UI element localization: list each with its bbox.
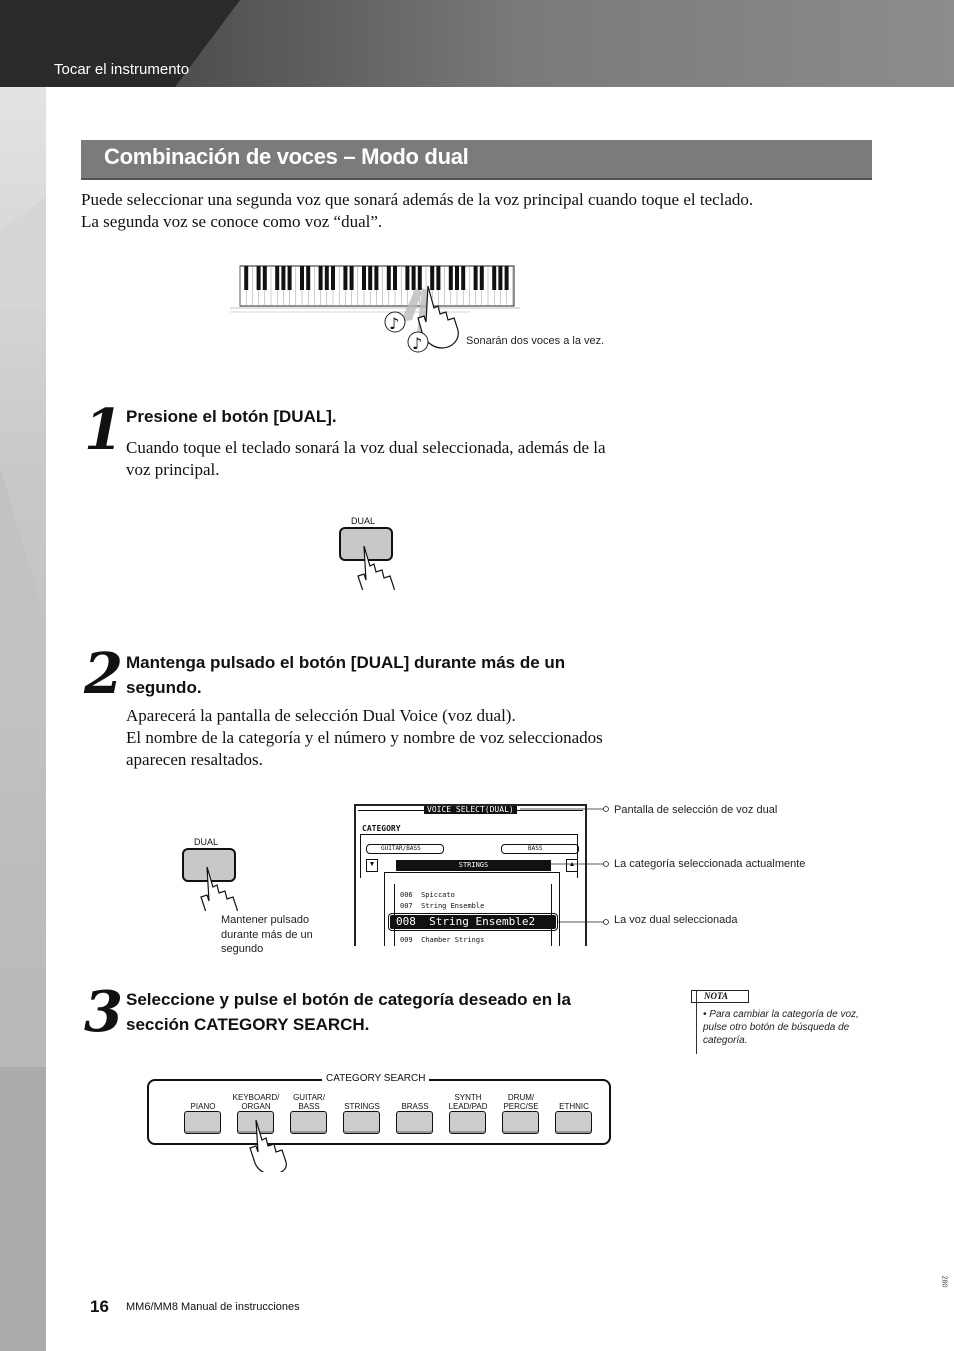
category-button-label [173, 1102, 233, 1111]
category-label-line: STRINGS [344, 1102, 380, 1111]
section-name: Tocar el instrumento [54, 61, 190, 78]
step-body: Aparecerá la pantalla de selección Dual Voice (voz dual). [126, 706, 516, 725]
step-heading: Seleccione y pulse el botón de categoría deseado en la [126, 990, 571, 1009]
lcd-cat-selected: STRINGS [396, 860, 551, 871]
svg-text:♪: ♪ [389, 314, 400, 333]
lcd-up-arrow-icon: ▲ [566, 859, 578, 872]
lcd-title: VOICE SELECT(DUAL) [424, 805, 517, 814]
step-body: Cuando toque el teclado sonará la voz dual seleccionada, además de la [126, 438, 606, 457]
callout-screen: Pantalla de selección de voz dual [614, 804, 778, 816]
intro-line-1: Puede seleccionar una segunda voz que sonará además de la voz principal cuando toque el teclado. [81, 190, 754, 209]
voice-name: Chamber Strings [421, 936, 485, 944]
category-button-label [385, 1102, 445, 1111]
step-heading: segundo. [126, 678, 202, 697]
lcd-cat-right: BASS [501, 844, 579, 854]
voice-num: 008 [396, 915, 416, 928]
hold-caption: durante más de un [221, 929, 313, 941]
category-button-label [544, 1102, 604, 1111]
side-code: 280 [940, 1275, 948, 1288]
category-button-label [332, 1102, 392, 1111]
lcd-cat-left: GUITAR/BASS [366, 844, 444, 854]
hold-caption: segundo [221, 943, 264, 955]
category-button-label [438, 1093, 498, 1111]
callout-voice: La voz dual seleccionada [614, 914, 738, 926]
dual-button-label: DUAL [351, 516, 376, 526]
voice-num: 006 [400, 891, 413, 899]
step-heading: Mantenga pulsado el botón [DUAL] durante más de un [126, 653, 566, 672]
category-button[interactable] [502, 1111, 539, 1134]
lcd-category-label: CATEGORY [362, 824, 401, 833]
category-label-line: BASS [298, 1102, 320, 1111]
category-label-line: GUITAR/ [293, 1093, 325, 1102]
voice-name: Spiccato [421, 891, 455, 899]
category-label-line: SYNTH [454, 1093, 482, 1102]
category-label-line: LEAD/PAD [448, 1102, 488, 1111]
page-number: 16 [90, 1297, 109, 1316]
lcd-down-arrow-icon: ▼ [366, 859, 378, 872]
step-number: 2 [84, 641, 123, 707]
category-button[interactable] [396, 1111, 433, 1134]
voice-name: String Ensemble [421, 902, 485, 910]
category-label-line: ETHNIC [559, 1102, 589, 1111]
category-button[interactable] [449, 1111, 486, 1134]
voice-name: String Ensemble2 [429, 915, 536, 928]
keyboard-caption: Sonarán dos voces a la vez. [466, 335, 605, 347]
note-tag-text: NOTA [704, 991, 729, 1001]
manual-name: MM6/MM8 Manual de instrucciones [126, 1301, 300, 1313]
step-heading: Presione el botón [DUAL]. [126, 407, 337, 426]
callout-category: La categoría seleccionada actualmente [614, 858, 806, 870]
note-text: • Para cambiar la categoría de voz, pulse otro botón de búsqueda de categoría. [703, 1009, 859, 1046]
intro-line-2: La segunda voz se conoce como voz “dual”. [81, 212, 383, 231]
step-body: voz principal. [126, 460, 220, 479]
category-label-line: KEYBOARD/ [232, 1093, 280, 1102]
category-label-line: DRUM/ [507, 1093, 535, 1102]
category-button[interactable] [184, 1111, 221, 1134]
step-number: 3 [84, 979, 123, 1045]
step-body: El nombre de la categoría y el número y nombre de voz seleccionados [126, 728, 603, 747]
hold-caption: Mantener pulsado [221, 914, 310, 926]
step-number: 1 [84, 397, 123, 463]
pointing-hand-icon [248, 1116, 298, 1172]
category-label-line: PERC/SE [503, 1102, 539, 1111]
category-button[interactable] [343, 1111, 380, 1134]
category-search-title: CATEGORY SEARCH [322, 1073, 429, 1084]
voice-num: 009 [400, 936, 413, 944]
category-button-label [279, 1093, 339, 1111]
category-button-label [226, 1093, 286, 1111]
category-label-line: ORGAN [241, 1102, 271, 1111]
note-tag [691, 990, 749, 1003]
category-label-line: BRASS [401, 1102, 429, 1111]
category-button[interactable] [555, 1111, 592, 1134]
step-body: aparecen resaltados. [126, 750, 263, 769]
category-label-line: PIANO [190, 1102, 216, 1111]
svg-text:♪: ♪ [412, 334, 423, 353]
section-title: Combinación de voces – Modo dual [104, 144, 469, 169]
category-button-label [491, 1093, 551, 1111]
voice-num: 007 [400, 902, 413, 910]
step-heading: sección CATEGORY SEARCH. [126, 1015, 370, 1034]
dual-button-label: DUAL [194, 837, 219, 847]
